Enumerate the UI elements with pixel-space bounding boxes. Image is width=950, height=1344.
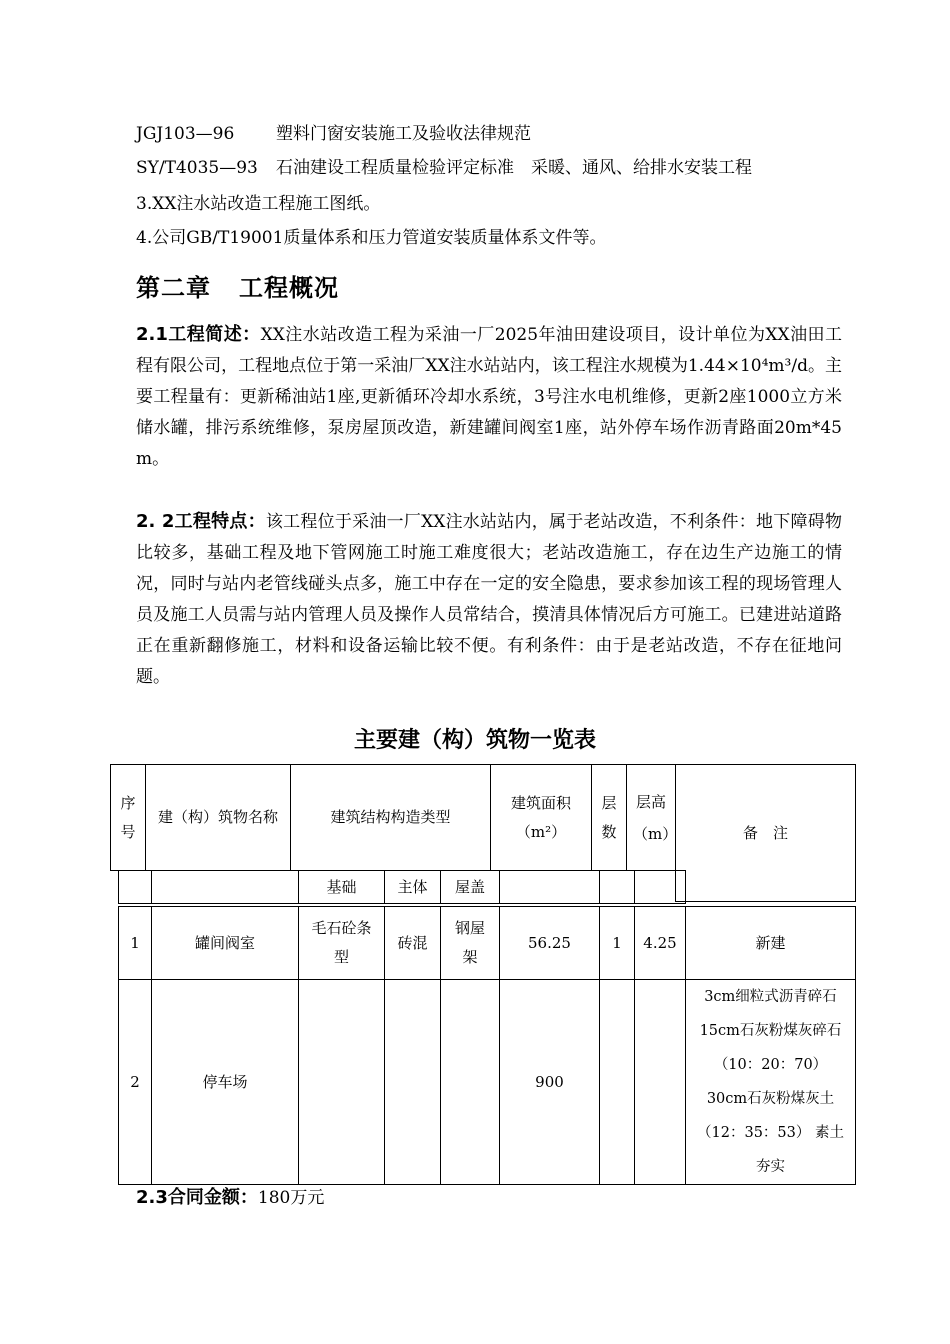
chapter-title: 工程概况 — [239, 274, 339, 302]
header-height: 层高（m） — [626, 764, 676, 871]
row2-main — [384, 979, 441, 1185]
chapter-number: 第二章 — [136, 274, 211, 302]
subheader-blank — [599, 870, 635, 904]
row1-main: 砖混 — [384, 906, 441, 980]
row2-remark: 3cm细粒式沥青碎石 15cm石灰粉煤灰碎石（10：20：70） 30cm石灰粉煤灰土（12：35：53） 素土夯实 — [685, 979, 856, 1185]
row2-height — [634, 979, 686, 1185]
section-2-1 — [136, 319, 842, 475]
row2-name: 停车场 — [151, 979, 299, 1185]
section-2-2 — [136, 506, 842, 693]
reference-line-1 — [136, 124, 531, 144]
row1-remark: 新建 — [685, 906, 856, 980]
row1-area: 56.25 — [499, 906, 600, 980]
reference-line-2 — [136, 158, 752, 178]
section-2-3 — [136, 1186, 324, 1210]
row1-seq: 1 — [118, 906, 152, 980]
reference-code: JGJ103—96 — [136, 124, 235, 144]
row1-name: 罐间阀室 — [151, 906, 299, 980]
section-2-2-text: 该工程位于采油一厂XX注水站站内，属于老站改造，不利条件：地下障碍物比较多，基础工程及地下管网施工时施工难度很大；老站改造施工，存在边生产边施工的情况，同时与站内老管线碰头点多，施工中存在一定的安全隐患，要求参加该工程的现场管理人员及施工人员需与站内管理人员及操作人员常结合，摸清具体情况后方可施工。已建进站道路正在重新翻修施工，材料和设备运输比较不便。有利条件：由于是老站改造，不存在征地问题。 — [136, 512, 842, 687]
row2-seq: 2 — [118, 979, 152, 1185]
row2-foundation — [298, 979, 385, 1185]
header-remark: 备 注 — [675, 764, 856, 902]
list-item-4: 4.公司GB/T19001质量体系和压力管道安装质量体系文件等。 — [136, 228, 607, 248]
subheader-blank — [118, 870, 152, 904]
section-2-1-label: 2.1工程简述： — [136, 324, 261, 345]
chapter-heading — [136, 268, 339, 303]
row2-area: 900 — [499, 979, 600, 1185]
row1-roof: 钢屋架 — [440, 906, 500, 980]
section-2-3-label: 2.3合同金额： — [136, 1187, 258, 1208]
subheader-blank — [634, 870, 686, 904]
subheader-blank — [499, 870, 600, 904]
header-area: 建筑面积（m²） — [490, 764, 592, 871]
subheader-foundation: 基础 — [298, 870, 385, 904]
header-floors: 层数 — [591, 764, 627, 871]
reference-code: SY/T4035—93 — [136, 158, 258, 178]
header-name: 建（构）筑物名称 — [145, 764, 291, 871]
subheader-roof: 屋盖 — [440, 870, 500, 904]
header-seq: 序号 — [110, 764, 146, 871]
row2-floors — [599, 979, 635, 1185]
section-2-2-label: 2. 2工程特点： — [136, 511, 266, 532]
contract-amount: 180万元 — [257, 1188, 325, 1208]
row2-roof — [440, 979, 500, 1185]
row1-floors: 1 — [599, 906, 635, 980]
table-title: 主要建（构）筑物一览表 — [353, 728, 596, 753]
row1-height: 4.25 — [634, 906, 686, 980]
reference-title: 塑料门窗安装施工及验收法律规范 — [276, 124, 531, 144]
reference-title: 石油建设工程质量检验评定标准 采暖、通风、给排水安装工程 — [276, 158, 752, 178]
subheader-main: 主体 — [384, 870, 441, 904]
section-2-1-text: XX注水站改造工程为采油一厂2025年油田建设项目，设计单位为XX油田工程有限公司，工程地点位于第一采油厂XX注水站站内，该工程注水规模为1.44×10⁴m³/d。主要工程量有：更新稀油站1座,更新循环冷却水系统，3号注水电机维修，更新2座1000立方米储水罐，排污系统维修，泵房屋顶改造，新建罐间阀室1座，站外停车场作沥青路面20m*45m。 — [136, 325, 842, 469]
list-item-3: 3.XX注水站改造工程施工图纸。 — [136, 194, 381, 214]
row1-foundation: 毛石砼条型 — [298, 906, 385, 980]
subheader-blank — [151, 870, 299, 904]
header-structure: 建筑结构构造类型 — [290, 764, 491, 871]
